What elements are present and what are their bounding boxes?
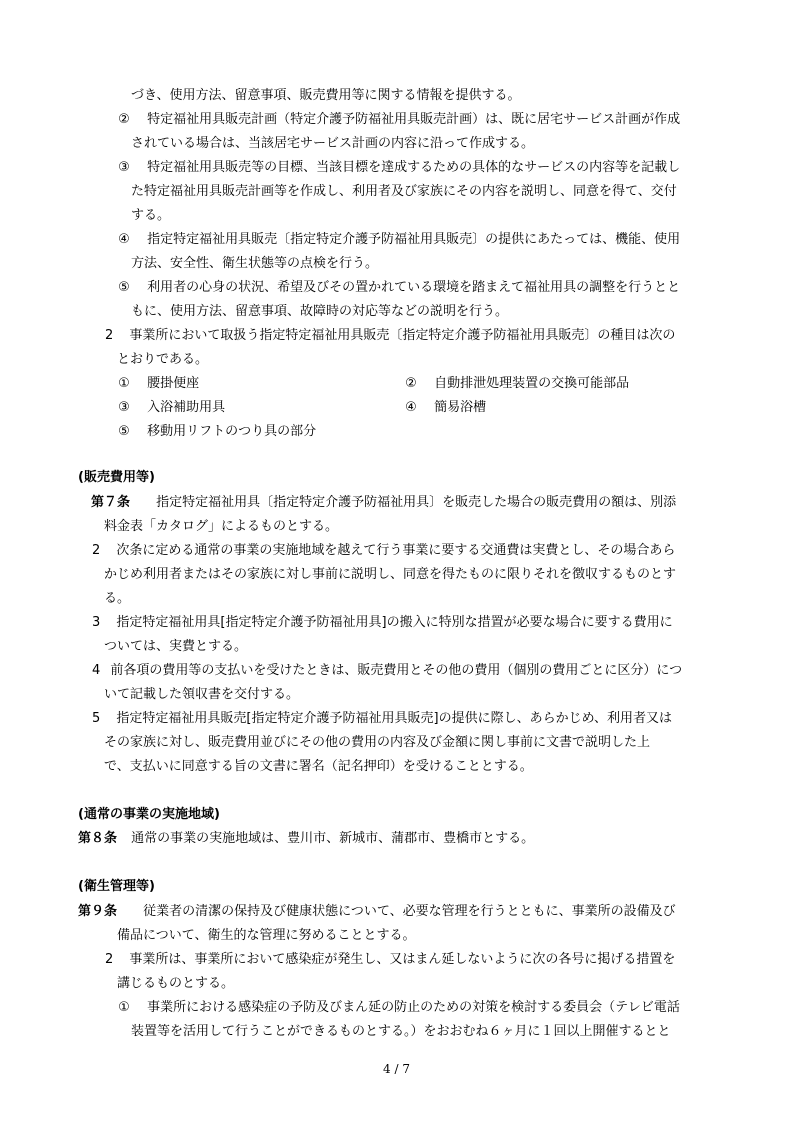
article-number: 第９条 [78,904,118,919]
text-line: 講じるものとする。 [117,976,235,991]
article-number: 第８条 [78,831,118,846]
text-line: いて記載した領収書を交付する。 [104,687,300,702]
list-item-2 [117,112,680,128]
clause-number: 2 [105,952,114,967]
item-label: 入浴補助用具 [147,400,226,415]
section-heading: (衛生管理等) [78,879,155,894]
article-7 [91,495,676,511]
article-number: 第７条 [91,495,131,510]
text-line: 装置等を活用して行うことができるものとする。）をおおむね６ヶ月に１回以上開催するとと [131,1024,671,1039]
article-8 [78,831,534,847]
item-marker: ① [118,376,130,391]
text-line: もに、使用方法、留意事項、故障時の対応等などの説明を行う。 [131,304,509,319]
list-item-1 [117,376,199,392]
clause-5 [92,711,672,727]
clause-number: 3 [92,615,101,630]
item-marker: ③ [118,400,130,415]
text-line: 事業所は、事業所において感染症が発生し、又はまん延しないように次の各号に掲げる措置を [129,952,676,967]
text-line: 指定特定福祉用具[指定特定介護予防福祉用具]の搬入に特別な措置が必要な場合に要する費用に [116,615,673,630]
text-line: づき、使用方法、留意事項、販売費用等に関する情報を提供する。 [131,88,521,103]
list-item-2 [404,376,629,392]
text-line: 備品について、衛生的な管理に努めることとする。 [117,928,416,943]
text-line: 指定特定福祉用具販売[指定特定介護予防福祉用具販売]の提供に際し、あらかじめ、利用者又は [116,711,673,726]
text-line: 方法、安全性、衛生状態等の点検を行う。 [131,256,379,271]
clause-number: 2 [92,543,101,558]
item-label: 自動排泄処理装置の交換可能部品 [434,376,630,391]
article-9 [78,904,676,920]
list-item-3 [117,160,680,176]
list-item-5 [117,424,316,440]
text-line: 次条に定める通常の事業の実施地域を越えて行う事業に要する交通費は実費とし、その場合あら [116,543,676,558]
text-line: とおりである。 [117,352,209,367]
clause-3 [92,615,673,631]
clause-number: 5 [92,711,101,726]
clause-2 [92,543,675,559]
text-line: る。 [104,591,131,606]
text-line: その家族に対し、販売費用並びにその他の費用の内容及び金額に関し事前に文書で説明した上 [104,735,651,750]
list-item-3 [117,400,225,416]
clause-4 [92,663,682,679]
text-line: かじめ利用者またはその家族に対し事前に説明し、同意を得たものに限りそれを徴収するものとす [104,567,677,582]
item-label: 移動用リフトのつり具の部分 [147,424,317,439]
text-line: 特定福祉用具販売計画（特定介護予防福祉用具販売計画）は、既に居宅サービス計画が作成 [147,112,681,127]
clause-2 [105,952,675,968]
text-line: する。 [131,208,171,223]
section-heading: (通常の事業の実施地域) [78,807,220,822]
text-line: た特定福祉用具販売計画等を作成し、利用者及び家族にその内容を説明し、同意を得て、交付 [131,184,677,199]
clause-number: 2 [105,328,114,343]
clause-2 [105,328,675,344]
text-line: 利用者の心身の状況、希望及びその置かれている環境を踏まえて福祉用具の調整を行うとと [147,280,681,295]
item-marker: ⑤ [118,280,130,295]
text-line: で、支払いに同意する旨の文書に署名（記名押印）を受けることとする。 [104,759,533,774]
item-label: 腰掛便座 [147,376,200,391]
text-line: 料金表「カタログ」によるものとする。 [104,519,339,534]
item-marker: ② [405,376,417,391]
clause-number: 4 [92,663,101,678]
text-line: 通常の事業の実施地域は、豊川市、新城市、蒲郡市、豊橋市とする。 [131,831,535,846]
text-line: 特定福祉用具販売等の目標、当該目標を達成するための具体的なサービスの内容等を記載し [147,160,681,175]
item-marker: ① [118,1000,130,1015]
text-line: 前各項の費用等の支払いを受けたときは、販売費用とその他の費用（個別の費用ごとに区分）につ [110,663,683,678]
list-item-4 [117,232,680,248]
list-item-5 [117,280,680,296]
list-item-1 [117,1000,680,1016]
item-marker: ② [118,112,130,127]
item-marker: ④ [118,232,130,247]
item-marker: ④ [405,400,417,415]
text-line: されている場合は、当該居宅サービス計画の内容に沿って作成する。 [131,136,535,151]
text-line: 事業所における感染症の予防及びまん延の防止のための対策を検討する委員会（テレビ電話 [147,1000,680,1015]
item-label: 簡易浴槽 [434,400,487,415]
item-marker: ⑤ [118,424,130,439]
section-heading: (販売費用等) [78,470,155,485]
page-number: 4 / 7 [383,1062,410,1076]
text-line: 指定特定福祉用具販売〔指定特定介護予防福祉用具販売〕の提供にあたっては、機能、使用 [147,232,681,247]
item-marker: ③ [118,160,130,175]
text-line: 従業者の清潔の保持及び健康状態について、必要な管理を行うとともに、事業所の設備及び [143,904,676,919]
text-line: 指定特定福祉用具〔指定特定介護予防福祉用具〕を販売した場合の販売費用の額は、別添 [156,495,677,510]
text-line: 事業所において取扱う指定特定福祉用具販売〔指定特定介護予防福祉用具販売〕の種目は次の [129,328,676,343]
list-item-4 [404,400,486,416]
text-line: ついては、実費とする。 [104,639,248,654]
